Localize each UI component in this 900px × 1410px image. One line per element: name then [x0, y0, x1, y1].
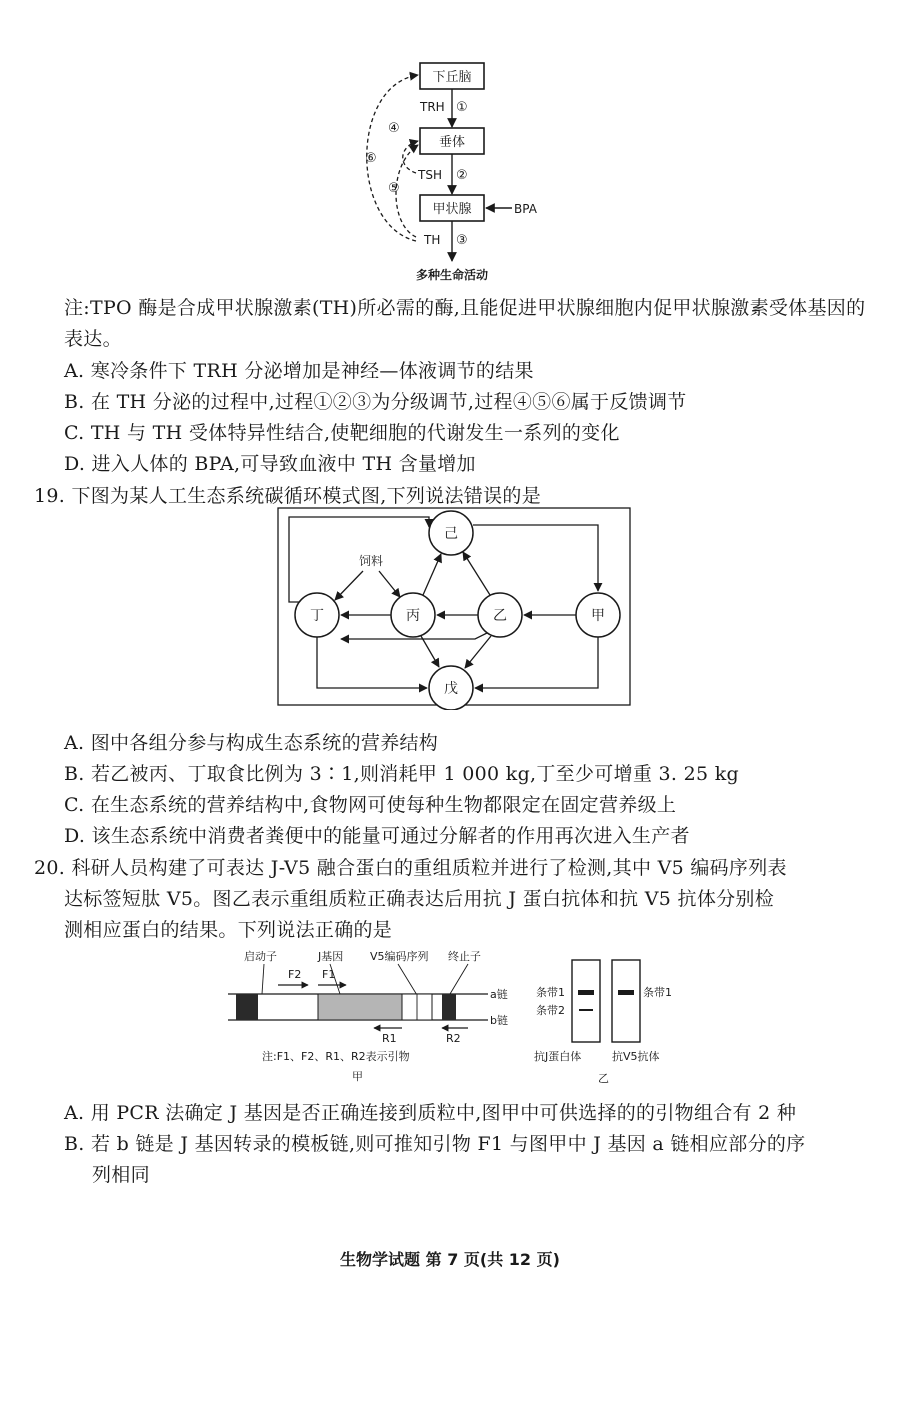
- q19-option-c: C. 在生态系统的营养结构中,食物网可使每种生物都限定在固定营养级上: [64, 794, 677, 816]
- q20-stem-line1: 20. 科研人员构建了可表达 J-V5 融合蛋白的重组质粒并进行了检测,其中 V5 编码序列表: [34, 857, 787, 879]
- edge-ji-jia: [473, 525, 598, 591]
- q19-stem: 19. 下图为某人工生态系统碳循环模式图,下列说法错误的是: [34, 485, 541, 507]
- edge-yi-wu: [465, 636, 491, 668]
- q20-stem-line2: 达标签短肽 V5。图乙表示重组质粒正确表达后用抗 J 蛋白抗体和抗 V5 抗体分别检: [64, 888, 775, 910]
- thyroid-label: 甲状腺: [432, 202, 472, 217]
- edge-ding-wu: [317, 637, 427, 688]
- circle-2: ②: [456, 168, 468, 183]
- q18-option-c: C. TH 与 TH 受体特异性结合,使靶细胞的代谢发生一系列的变化: [64, 422, 620, 444]
- label-f1: F1: [322, 968, 336, 981]
- western-blot-diagram: [532, 958, 702, 1088]
- label-anti-j: 抗J蛋白体: [534, 1050, 582, 1063]
- label-ding: 丁: [310, 608, 324, 624]
- bpa-label: BPA: [514, 202, 537, 216]
- q18-note-line1: 注:TPO 酶是合成甲状腺激素(TH)所必需的酶,且能促进甲状腺细胞内促甲状腺激素受体基因的: [64, 297, 866, 319]
- label-ji: 己: [444, 526, 458, 542]
- figure-b-label: 乙: [598, 1072, 609, 1085]
- feedback-arrow-4: [403, 141, 418, 173]
- terminator-block: [442, 994, 456, 1020]
- q18-option-b: B. 在 TH 分泌的过程中,过程①②③为分级调节,过程④⑤⑥属于反馈调节: [64, 391, 687, 413]
- label-jgene: J基因: [318, 950, 344, 963]
- label-jia: 甲: [591, 608, 605, 624]
- label-yi: 乙: [493, 608, 507, 624]
- label-promoter: 启动子: [244, 950, 277, 963]
- page-footer: 生物学试题 第 7 页(共 12 页): [340, 1250, 560, 1269]
- band1-anti-v5: [618, 990, 634, 995]
- circle-4: ④: [388, 121, 400, 136]
- label-anti-v5: 抗V5抗体: [612, 1050, 660, 1063]
- hormone-regulation-diagram: [340, 55, 570, 290]
- edge-jia-wu: [475, 637, 598, 688]
- life-activities-label: 多种生命活动: [415, 268, 489, 282]
- label-f2: F2: [288, 968, 302, 981]
- band1-anti-j: [578, 990, 594, 995]
- lane-anti-v5: [612, 960, 640, 1042]
- band2-anti-j: [579, 1009, 593, 1011]
- q20-stem-line3: 测相应蛋白的结果。下列说法正确的是: [64, 919, 393, 941]
- circle-6: ⑥: [365, 151, 377, 166]
- label-band2: 条带2: [536, 1004, 565, 1017]
- plasmid-diagram: [222, 942, 522, 1092]
- q19-option-a: A. 图中各组分参与构成生态系统的营养结构: [64, 732, 439, 754]
- promoter-block: [236, 994, 258, 1020]
- q18-note-line2: 表达。: [64, 328, 122, 350]
- circle-3: ③: [456, 233, 468, 248]
- q18-option-a: A. 寒冷条件下 TRH 分泌增加是神经—体液调节的结果: [64, 360, 534, 382]
- q19-option-b: B. 若乙被丙、丁取食比例为 3∶1,则消耗甲 1 000 kg,丁至少可增重 3. 25 kg: [64, 763, 739, 785]
- label-feed: 饲料: [358, 554, 384, 568]
- terminator-pointer: [450, 964, 468, 994]
- label-r2: R2: [446, 1032, 461, 1045]
- label-v5seq: V5编码序列: [370, 950, 429, 963]
- label-wu: 戊: [444, 681, 458, 697]
- carbon-cycle-diagram: [275, 505, 635, 710]
- q18-option-d: D. 进入人体的 BPA,可导致血液中 TH 含量增加: [64, 453, 476, 475]
- figure-a-label: 甲: [352, 1070, 363, 1083]
- q20-option-a: A. 用 PCR 法确定 J 基因是否正确连接到质粒中,图甲中可供选择的的引物组合有 2 种: [64, 1102, 797, 1124]
- jgene-block: [318, 994, 402, 1020]
- label-terminator: 终止子: [448, 950, 481, 963]
- label-b-chain: b链: [490, 1014, 508, 1027]
- tsh-label: TSH: [418, 168, 442, 182]
- lane-anti-j: [572, 960, 600, 1042]
- th-label: TH: [424, 233, 441, 247]
- plasmid-note: 注:F1、F2、R1、R2表示引物: [262, 1050, 410, 1063]
- label-r1: R1: [382, 1032, 397, 1045]
- promoter-pointer: [262, 964, 264, 994]
- label-a-chain: a链: [490, 988, 508, 1001]
- pituitary-label: 垂体: [438, 135, 466, 150]
- hypothalamus-label: 下丘脑: [432, 70, 472, 85]
- circle-1: ①: [456, 100, 468, 115]
- label-band1-v5: 条带1: [643, 986, 672, 999]
- q19-option-d: D. 该生态系统中消费者粪便中的能量可通过分解者的作用再次进入生产者: [64, 825, 690, 847]
- edge-feed-bing: [379, 571, 400, 597]
- circle-5: ⑤: [388, 181, 400, 196]
- edge-feed-ding: [335, 571, 363, 600]
- q20-option-b-line1: B. 若 b 链是 J 基因转录的模板链,则可推知引物 F1 与图甲中 J 基因 a 链相应部分的序: [64, 1133, 806, 1155]
- edge-yi-ji: [463, 552, 490, 595]
- edge-bing-ji: [423, 554, 441, 595]
- label-band1: 条带1: [536, 986, 565, 999]
- trh-label: TRH: [420, 100, 445, 114]
- q20-option-b-line2: 列相同: [92, 1164, 150, 1186]
- edge-bing-wu: [421, 636, 439, 667]
- label-bing: 丙: [406, 608, 420, 624]
